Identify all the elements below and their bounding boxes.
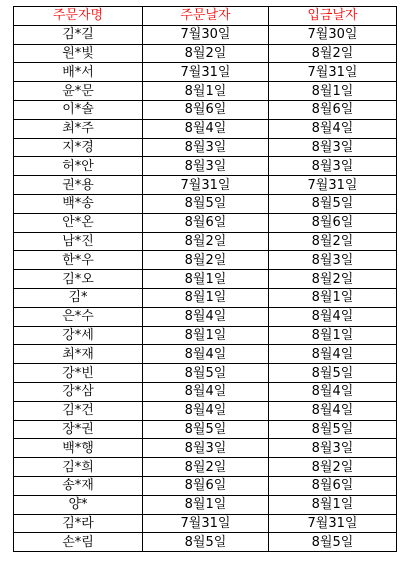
cell-name: 장*권 — [14, 420, 143, 439]
cell-name: 배*서 — [14, 63, 143, 82]
cell-deposit-date: 8월1일 — [269, 82, 397, 101]
cell-order-date: 8월2일 — [143, 44, 269, 63]
cell-deposit-date: 8월2일 — [269, 270, 397, 289]
table-row — [14, 44, 397, 63]
cell-deposit-date: 8월6일 — [269, 213, 397, 232]
table-row — [14, 119, 397, 138]
cell-order-date: 8월1일 — [143, 326, 269, 345]
cell-order-date: 8월1일 — [143, 495, 269, 514]
table-row — [14, 458, 397, 477]
table-row — [14, 476, 397, 495]
cell-order-date: 8월1일 — [143, 270, 269, 289]
cell-order-date: 8월3일 — [143, 157, 269, 176]
table-row — [14, 82, 397, 101]
cell-order-date: 8월6일 — [143, 476, 269, 495]
table-row — [14, 270, 397, 289]
cell-deposit-date: 8월4일 — [269, 119, 397, 138]
cell-name: 김* — [14, 288, 143, 307]
cell-deposit-date: 8월3일 — [269, 251, 397, 270]
cell-name: 윤*문 — [14, 82, 143, 101]
cell-order-date: 8월5일 — [143, 420, 269, 439]
cell-order-date: 8월1일 — [143, 82, 269, 101]
table-row — [14, 345, 397, 364]
cell-name: 백*행 — [14, 439, 143, 458]
cell-deposit-date: 8월3일 — [269, 138, 397, 157]
cell-name: 권*용 — [14, 176, 143, 195]
cell-deposit-date: 8월5일 — [269, 194, 397, 213]
cell-deposit-date: 8월1일 — [269, 288, 397, 307]
cell-order-date: 8월6일 — [143, 213, 269, 232]
table-row — [14, 100, 397, 119]
cell-order-date: 8월3일 — [143, 439, 269, 458]
table-row — [14, 288, 397, 307]
table-row — [14, 382, 397, 401]
cell-name: 강*삼 — [14, 382, 143, 401]
cell-name: 안*온 — [14, 213, 143, 232]
table-row — [14, 307, 397, 326]
cell-order-date: 7월31일 — [143, 176, 269, 195]
cell-name: 은*수 — [14, 307, 143, 326]
table-row — [14, 514, 397, 533]
cell-order-date: 8월5일 — [143, 533, 269, 552]
cell-name: 최*주 — [14, 119, 143, 138]
cell-deposit-date: 7월31일 — [269, 514, 397, 533]
cell-deposit-date: 8월3일 — [269, 439, 397, 458]
cell-name: 양* — [14, 495, 143, 514]
cell-name: 최*재 — [14, 345, 143, 364]
table-row — [14, 401, 397, 420]
cell-name: 송*재 — [14, 476, 143, 495]
table-row — [14, 63, 397, 82]
cell-name: 한*우 — [14, 251, 143, 270]
cell-name: 손*림 — [14, 533, 143, 552]
cell-name: 김*길 — [14, 25, 143, 44]
cell-order-date: 8월4일 — [143, 382, 269, 401]
table-row — [14, 25, 397, 44]
cell-name: 강*빈 — [14, 364, 143, 383]
cell-deposit-date: 8월4일 — [269, 307, 397, 326]
cell-order-date: 8월1일 — [143, 288, 269, 307]
cell-order-date: 8월5일 — [143, 194, 269, 213]
cell-deposit-date: 8월2일 — [269, 458, 397, 477]
header-row — [14, 7, 397, 26]
table-row — [14, 213, 397, 232]
cell-deposit-date: 8월4일 — [269, 401, 397, 420]
cell-order-date: 7월31일 — [143, 63, 269, 82]
table-row — [14, 251, 397, 270]
cell-name: 지*경 — [14, 138, 143, 157]
cell-order-date: 7월31일 — [143, 514, 269, 533]
cell-deposit-date: 8월5일 — [269, 420, 397, 439]
cell-order-date: 8월4일 — [143, 401, 269, 420]
cell-name: 백*송 — [14, 194, 143, 213]
header-deposit-date: 입금날자 — [269, 7, 397, 26]
cell-name: 김*라 — [14, 514, 143, 533]
header-order-date: 주문날자 — [143, 7, 269, 26]
cell-order-date: 8월3일 — [143, 138, 269, 157]
cell-deposit-date: 8월4일 — [269, 382, 397, 401]
cell-name: 김*오 — [14, 270, 143, 289]
cell-name: 김*건 — [14, 401, 143, 420]
cell-deposit-date: 7월31일 — [269, 176, 397, 195]
cell-deposit-date: 7월30일 — [269, 25, 397, 44]
cell-deposit-date: 8월5일 — [269, 364, 397, 383]
cell-deposit-date: 8월2일 — [269, 44, 397, 63]
cell-order-date: 8월4일 — [143, 307, 269, 326]
table-row — [14, 420, 397, 439]
cell-deposit-date: 8월3일 — [269, 157, 397, 176]
header-name: 주문자명 — [14, 7, 143, 26]
cell-order-date: 8월4일 — [143, 345, 269, 364]
cell-order-date: 8월2일 — [143, 251, 269, 270]
table-body — [14, 25, 397, 551]
table-row — [14, 326, 397, 345]
table-row — [14, 495, 397, 514]
cell-name: 허*안 — [14, 157, 143, 176]
table-row — [14, 157, 397, 176]
cell-deposit-date: 8월6일 — [269, 476, 397, 495]
cell-order-date: 8월5일 — [143, 364, 269, 383]
cell-order-date: 8월2일 — [143, 458, 269, 477]
cell-order-date: 8월4일 — [143, 119, 269, 138]
table-row — [14, 232, 397, 251]
table-row — [14, 439, 397, 458]
table-row — [14, 364, 397, 383]
table-row — [14, 533, 397, 552]
cell-name: 김*희 — [14, 458, 143, 477]
cell-name: 남*진 — [14, 232, 143, 251]
table-row — [14, 138, 397, 157]
cell-order-date: 7월30일 — [143, 25, 269, 44]
cell-deposit-date: 8월1일 — [269, 495, 397, 514]
table-row — [14, 176, 397, 195]
cell-deposit-date: 8월2일 — [269, 232, 397, 251]
cell-deposit-date: 8월4일 — [269, 345, 397, 364]
order-table — [13, 6, 397, 552]
cell-order-date: 8월2일 — [143, 232, 269, 251]
cell-deposit-date: 8월6일 — [269, 100, 397, 119]
table-row — [14, 194, 397, 213]
cell-name: 원*빛 — [14, 44, 143, 63]
cell-name: 강*세 — [14, 326, 143, 345]
cell-order-date: 8월6일 — [143, 100, 269, 119]
cell-name: 이*솔 — [14, 100, 143, 119]
cell-deposit-date: 8월5일 — [269, 533, 397, 552]
cell-deposit-date: 7월31일 — [269, 63, 397, 82]
cell-deposit-date: 8월1일 — [269, 326, 397, 345]
